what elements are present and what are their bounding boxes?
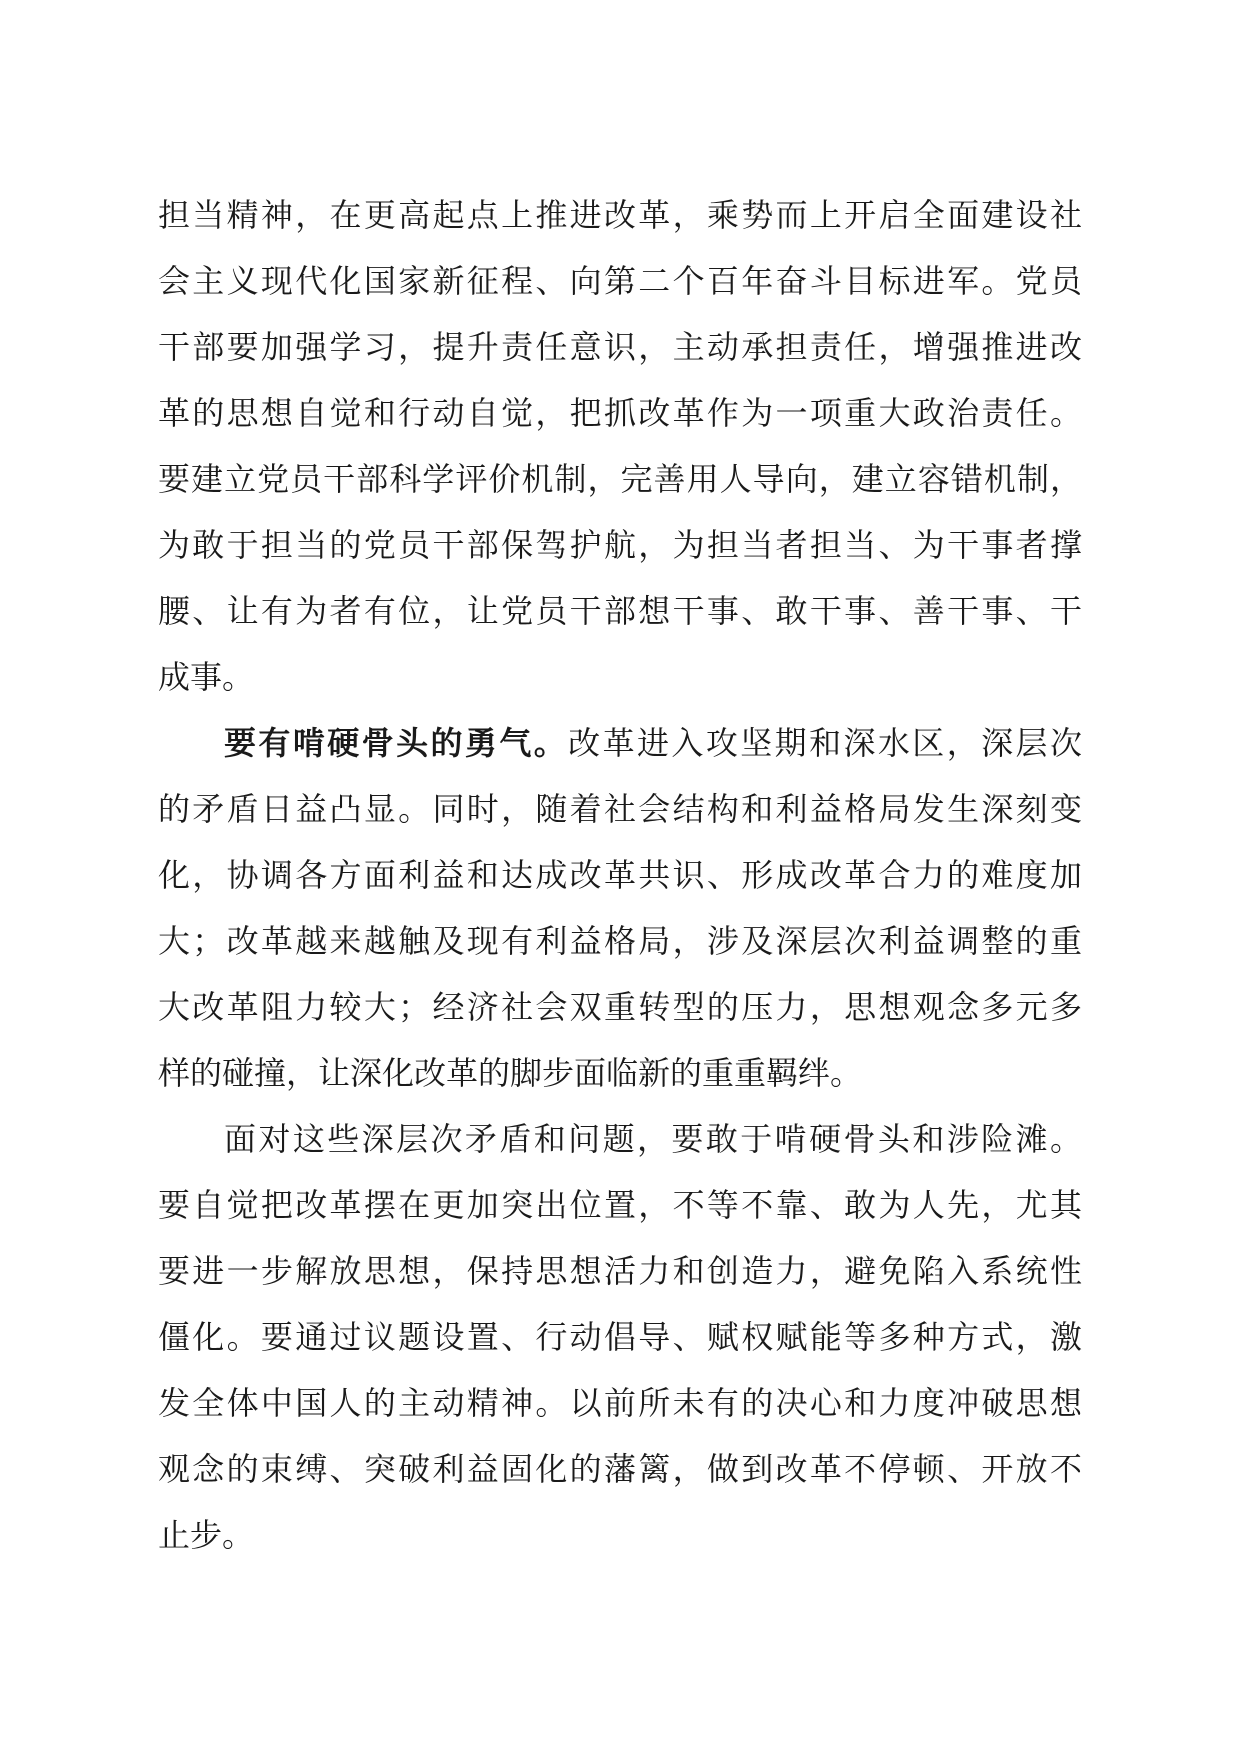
text-line: 止步。: [158, 1516, 255, 1554]
document-body: [158, 182, 1082, 1568]
text-line: 革的思想自觉和行动自觉，把抓改革作为一项重大政治责任。: [158, 394, 1082, 432]
text-line: 腰、让有为者有位，让党员干部想干事、敢干事、善干事、干: [158, 592, 1082, 630]
text-line: 干部要加强学习，提升责任意识，主动承担责任，增强推进改: [158, 328, 1082, 366]
text-line: 大改革阻力较大；经济社会双重转型的压力，思想观念多元多: [158, 988, 1082, 1026]
text-line: 样的碰撞，让深化改革的脚步面临新的重重羁绊。: [158, 1054, 863, 1092]
text-span: 改革进入攻坚期和深水区，深层次: [568, 724, 1082, 762]
paragraph-3: [158, 1106, 1082, 1568]
paragraph-heading: 要有啃硬骨头的勇气。: [224, 724, 569, 762]
text-line: [158, 710, 1082, 776]
text-line: 担当精神，在更高起点上推进改革，乘势而上开启全面建设社: [158, 196, 1082, 234]
paragraph-2: [158, 710, 1082, 1106]
text-line: 成事。: [158, 658, 255, 696]
text-line: 发全体中国人的主动精神。以前所未有的决心和力度冲破思想: [158, 1384, 1082, 1422]
text-line: 的矛盾日益凸显。同时，随着社会结构和利益格局发生深刻变: [158, 790, 1082, 828]
text-line: 要进一步解放思想，保持思想活力和创造力，避免陷入系统性: [158, 1252, 1082, 1290]
text-line: 僵化。要通过议题设置、行动倡导、赋权赋能等多种方式，激: [158, 1318, 1082, 1356]
text-line: 面对这些深层次矛盾和问题，要敢于啃硬骨头和涉险滩。: [224, 1120, 1082, 1158]
text-line: 会主义现代化国家新征程、向第二个百年奋斗目标进军。党员: [158, 262, 1082, 300]
text-line: 大；改革越来越触及现有利益格局，涉及深层次利益调整的重: [158, 922, 1082, 960]
paragraph-1: [158, 182, 1082, 710]
text-line: 要建立党员干部科学评价机制，完善用人导向，建立容错机制，: [158, 460, 1082, 498]
text-line: 观念的束缚、突破利益固化的藩篱，做到改革不停顿、开放不: [158, 1450, 1082, 1488]
text-line: 要自觉把改革摆在更加突出位置，不等不靠、敢为人先，尤其: [158, 1186, 1082, 1224]
text-line: 化，协调各方面利益和达成改革共识、形成改革合力的难度加: [158, 856, 1082, 894]
text-line: 为敢于担当的党员干部保驾护航，为担当者担当、为干事者撑: [158, 526, 1082, 564]
